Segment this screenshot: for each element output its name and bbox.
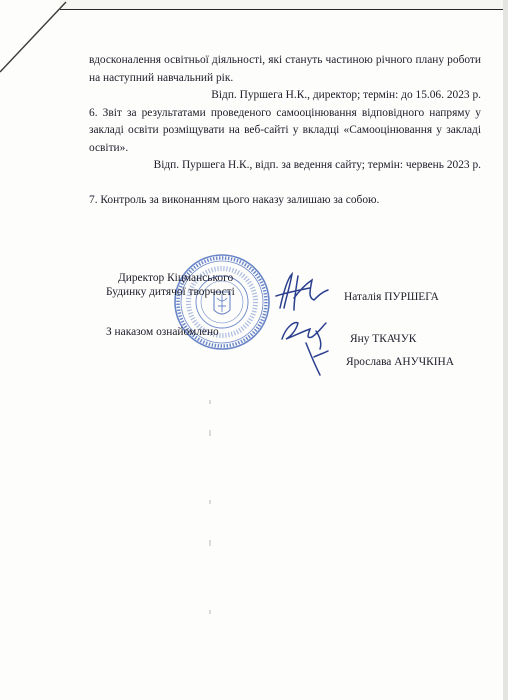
director-signature-icon xyxy=(270,268,332,314)
scan-artifact-marks xyxy=(200,390,220,640)
director-title-line2: Будинку дитячої творчості xyxy=(106,286,235,298)
director-title-line1: Директор Кіцманського xyxy=(118,272,234,284)
acquainted-label: З наказом ознайомлено xyxy=(106,326,219,338)
acquaintance-signature-icon xyxy=(276,313,342,379)
acquainted-person-2: Ярослава АНУЧКІНА xyxy=(346,356,454,368)
responsible-line-1: Відп. Пуршега Н.К., директор; термін: до 15.06. 2023 р. xyxy=(211,89,481,101)
responsible-line-2: Відп. Пуршега Н.К., відп. за ведення сайту; термін: червень 2023 р. xyxy=(153,159,481,171)
item-6: 6. Звіт за результатами проведеного самооцінювання відповідного напряму у закладі освіти розміщувати на веб-сайті у вкладці «Самооцінювання у закладі освіти». xyxy=(89,106,481,154)
director-name: Наталія ПУРШЕГА xyxy=(344,291,439,303)
acquainted-person-1: Яну ТКАЧУК xyxy=(350,333,417,345)
paragraph-continuation: вдосконалення освітньої діяльності, які стануть частиною річного плану роботи на наступний навчальний рік. xyxy=(89,54,481,84)
item-7: 7. Контроль за виконанням цього наказу залишаю за собою. xyxy=(89,193,380,206)
